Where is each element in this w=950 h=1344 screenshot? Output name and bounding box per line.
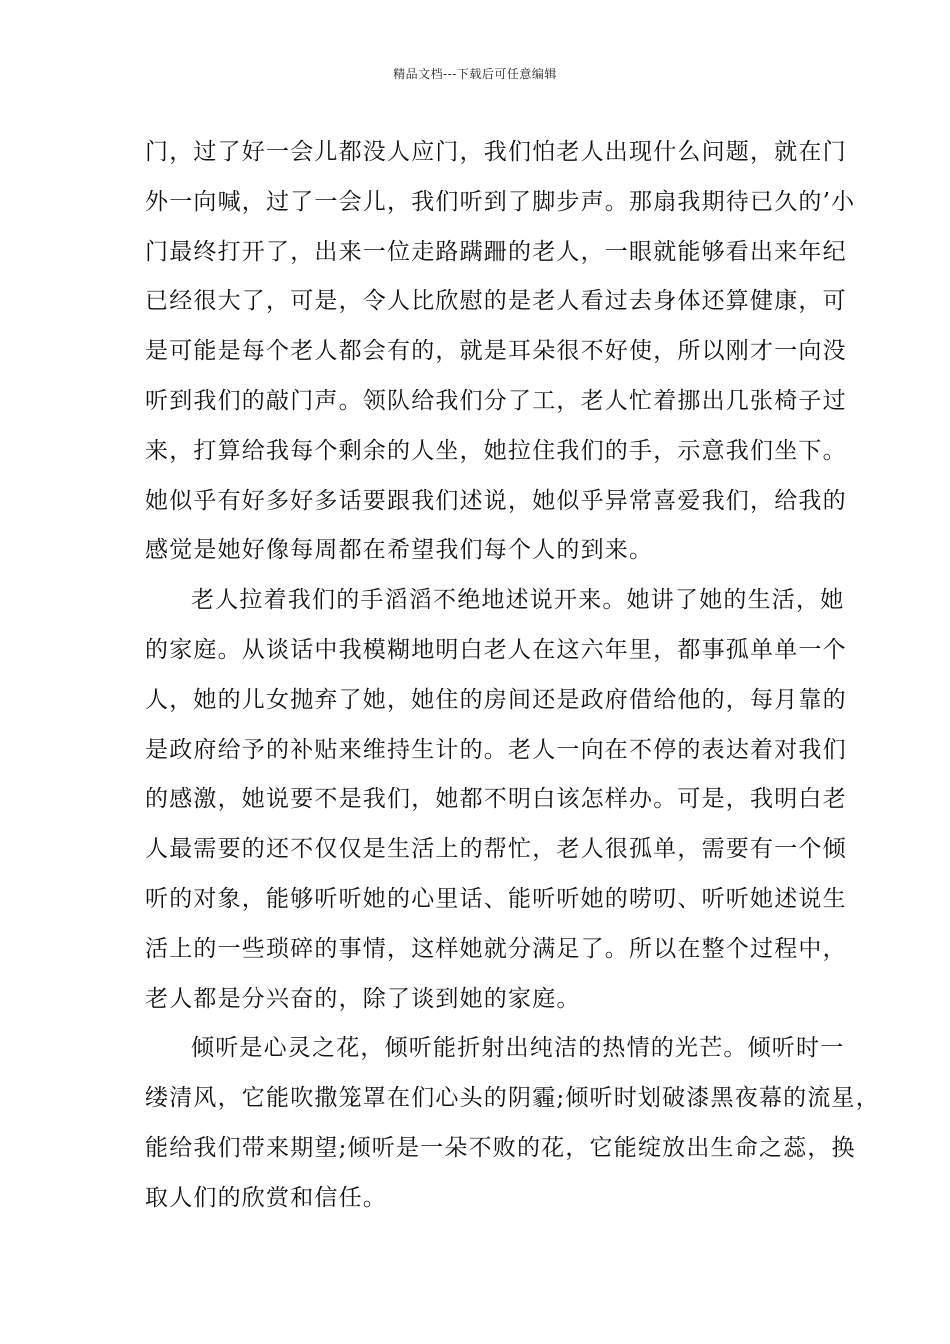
paragraph-line: 听到我们的敲门声。领队给我们分了工，老人忙着挪出几张椅子过	[145, 387, 847, 414]
paragraph-line: 外一向喊，过了一会儿，我们听到了脚步声。那扇我期待已久的’小	[145, 188, 856, 215]
paragraph-line: 听的对象，能够听听她的心里话、能听听她的唠叨、听听她述说生	[145, 885, 847, 912]
paragraph-line: 感觉是她好像每周都在希望我们每个人的到来。	[145, 537, 654, 564]
document-body	[145, 128, 880, 1224]
paragraph-line: 人，她的儿女抛弃了她，她住的房间还是政府借给他的，每月靠的	[145, 686, 847, 713]
paragraph-line: 能给我们带来期望;倾听是一朵不败的花，它能绽放出生命之蕊，换	[145, 1134, 856, 1161]
paragraph-line: 活上的一些琐碎的事情，这样她就分满足了。所以在整个过程中，	[145, 935, 847, 962]
paragraph-line: 倾听是心灵之花，倾听能折射出纯洁的热情的光芒。倾听时一	[191, 1035, 845, 1062]
paragraph-1	[145, 128, 856, 576]
paragraph-line: 已经很大了，可是，令人比欣慰的是老人看过去身体还算健康，可	[145, 288, 847, 315]
paragraph-line: 老人拉着我们的手滔滔不绝地述说开来。她讲了她的生活，她	[191, 587, 845, 614]
paragraph-line: 来，打算给我每个剩余的人坐，她拉住我们的手，示意我们坐下。	[145, 437, 847, 464]
paragraph-line: 门最终打开了，出来一位走路蹒跚的老人，一眼就能够看出来年纪	[145, 238, 847, 265]
paragraph-line: 她似乎有好多好多话要跟我们述说，她似乎异常喜爱我们，给我的	[145, 487, 847, 514]
paragraph-line: 人最需要的还不仅仅是生活上的帮忙，老人很孤单，需要有一个倾	[145, 836, 847, 863]
page-header: 精品文档---下载后可任意编辑	[393, 67, 557, 81]
paragraph-3	[145, 1024, 880, 1223]
paragraph-line: 是政府给予的补贴来维持生计的。老人一向在不停的表达着对我们	[145, 736, 847, 763]
paragraph-line: 的感激，她说要不是我们，她都不明白该怎样办。可是，我明白老	[145, 786, 847, 813]
paragraph-line: 的家庭。从谈话中我模糊地明白老人在这六年里，都事孤单单一个	[145, 636, 847, 663]
paragraph-line: 缕清风，它能吹撒笼罩在们心头的阴霾;倾听时划破漆黑夜幕的流星，	[145, 1085, 880, 1112]
paragraph-line: 取人们的欣赏和信任。	[145, 1184, 387, 1211]
paragraph-line: 老人都是分兴奋的，除了谈到她的家庭。	[145, 985, 581, 1012]
paragraph-2	[145, 576, 847, 1024]
paragraph-line: 门，过了好一会儿都没人应门，我们怕老人出现什么问题，就在门	[145, 139, 847, 165]
paragraph-line: 是可能是每个老人都会有的，就是耳朵很不好使，所以刚才一向没	[145, 338, 847, 365]
